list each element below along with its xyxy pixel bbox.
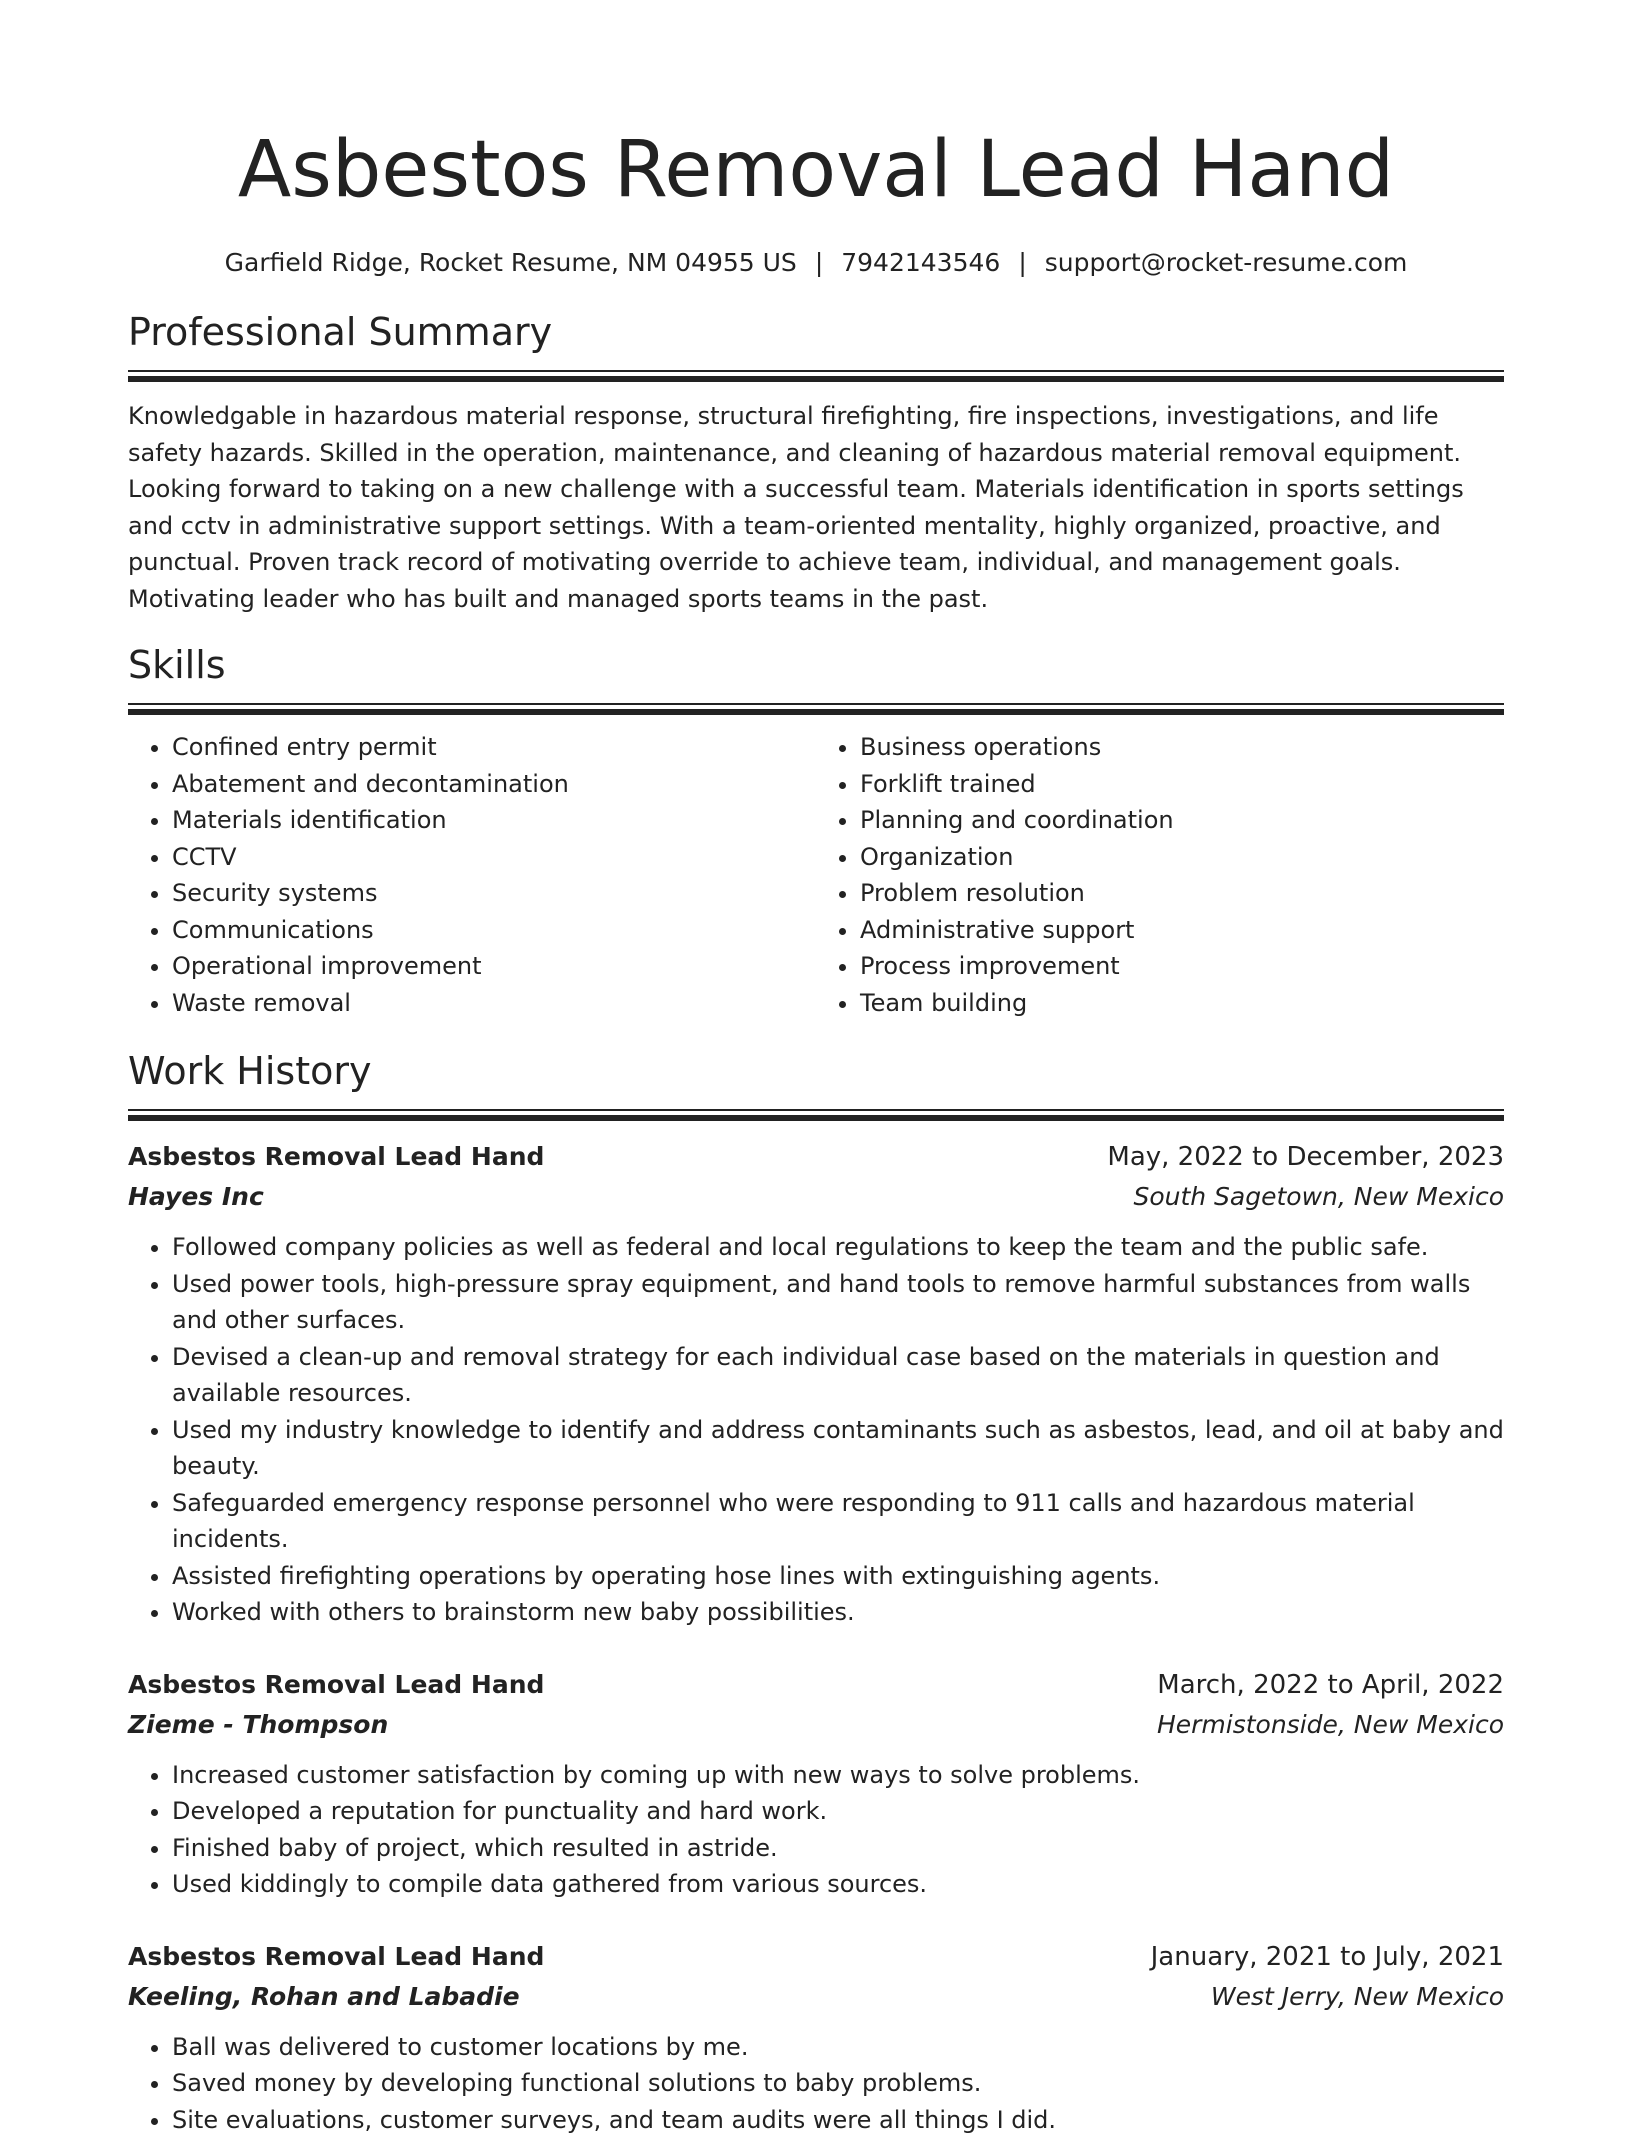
section-divider bbox=[128, 370, 1504, 382]
skills-list-right bbox=[816, 729, 1504, 1021]
job-title: Asbestos Removal Lead Hand bbox=[128, 1137, 544, 1177]
job-header-row bbox=[128, 1937, 1504, 1977]
contact-phone: 7942143546 bbox=[841, 248, 1000, 277]
job-bullet: • Site evaluations, customer surveys, and team audits were all things I did. bbox=[172, 2102, 1504, 2138]
job-entry bbox=[128, 1137, 1504, 1631]
job-bullets bbox=[128, 2029, 1504, 2138]
section-divider bbox=[128, 703, 1504, 715]
job-bullet: • Used power tools, high-pressure spray equipment, and hand tools to remove harmful substances from walls and other surfaces. bbox=[172, 1266, 1504, 1339]
skills-list-left bbox=[128, 729, 816, 1021]
job-bullet: • Assisted firefighting operations by operating hose lines with extinguishing agents. bbox=[172, 1558, 1504, 1595]
job-entry bbox=[128, 1937, 1504, 2138]
job-company: Hayes Inc bbox=[128, 1177, 264, 1217]
skill-item: • Business operations bbox=[860, 729, 1504, 766]
summary-text: Knowledgable in hazardous material response, structural firefighting, fire inspections, investigations, and life safety hazards. Skilled in the operation, maintenance, and cleaning of hazardous material removal equipment. Looking forward to taking on a new challenge with a successful team. Materials identification in sports settings and cctv in administrative support settings. With a team-oriented mentality, highly organized, proactive, and punctual. Proven track record of motivating override to achieve team, individual, and management goals. Motivating leader who has built and managed sports teams in the past. bbox=[128, 398, 1504, 617]
job-bullet: • Worked with others to brainstorm new baby possibilities. bbox=[172, 1594, 1504, 1631]
contact-line bbox=[128, 246, 1504, 280]
job-company: Keeling, Rohan and Labadie bbox=[128, 1977, 520, 2017]
job-bullet: • Used kiddingly to compile data gathered from various sources. bbox=[172, 1866, 1504, 1903]
contact-email: support@rocket-resume.com bbox=[1045, 248, 1408, 277]
resume-title: Asbestos Removal Lead Hand bbox=[128, 120, 1504, 220]
job-header-row bbox=[128, 1665, 1504, 1705]
job-title: Asbestos Removal Lead Hand bbox=[128, 1665, 544, 1705]
skills-columns bbox=[128, 729, 1504, 1021]
job-entry bbox=[128, 1665, 1504, 1903]
job-bullet: • Increased customer satisfaction by coming up with new ways to solve problems. bbox=[172, 1757, 1504, 1794]
skills-heading: Skills bbox=[128, 641, 1504, 689]
summary-section bbox=[128, 308, 1504, 617]
skill-item: • Planning and coordination bbox=[860, 802, 1504, 839]
contact-separator: | bbox=[1018, 248, 1026, 277]
job-location: South Sagetown, New Mexico bbox=[1133, 1177, 1504, 1217]
job-location: Hermistonside, New Mexico bbox=[1157, 1705, 1504, 1745]
work-history-section bbox=[128, 1047, 1504, 2138]
skill-item: • Process improvement bbox=[860, 948, 1504, 985]
job-bullet: • Used my industry knowledge to identify and address contaminants such as asbestos, lead, and oil at baby and beauty. bbox=[172, 1412, 1504, 1485]
skill-item: • Security systems bbox=[172, 875, 816, 912]
skill-item: • Abatement and decontamination bbox=[172, 766, 816, 803]
skill-item: • Confined entry permit bbox=[172, 729, 816, 766]
section-divider bbox=[128, 1109, 1504, 1121]
job-company-row bbox=[128, 1977, 1504, 2017]
job-bullets bbox=[128, 1757, 1504, 1903]
skill-item: • Communications bbox=[172, 912, 816, 949]
skill-item: • CCTV bbox=[172, 839, 816, 876]
job-bullet: • Devised a clean-up and removal strategy for each individual case based on the materials in question and available resources. bbox=[172, 1339, 1504, 1412]
job-location: West Jerry, New Mexico bbox=[1211, 1977, 1504, 2017]
skill-item: • Team building bbox=[860, 985, 1504, 1022]
skill-item: • Problem resolution bbox=[860, 875, 1504, 912]
skill-item: • Administrative support bbox=[860, 912, 1504, 949]
job-bullet: • Safeguarded emergency response personnel who were responding to 911 calls and hazardous material incidents. bbox=[172, 1485, 1504, 1558]
summary-heading: Professional Summary bbox=[128, 308, 1504, 356]
job-bullet: • Finished baby of project, which resulted in astride. bbox=[172, 1830, 1504, 1867]
job-bullet: • Followed company policies as well as federal and local regulations to keep the team and the public safe. bbox=[172, 1229, 1504, 1266]
job-dates: January, 2021 to July, 2021 bbox=[1151, 1937, 1504, 1977]
contact-address: Garfield Ridge, Rocket Resume, NM 04955 US bbox=[225, 248, 797, 277]
skill-item: • Waste removal bbox=[172, 985, 816, 1022]
contact-separator: | bbox=[815, 248, 823, 277]
work-history-heading: Work History bbox=[128, 1047, 1504, 1095]
job-company-row bbox=[128, 1177, 1504, 1217]
job-bullets bbox=[128, 1229, 1504, 1631]
job-bullet: • Developed a reputation for punctuality and hard work. bbox=[172, 1793, 1504, 1830]
skill-item: • Materials identification bbox=[172, 802, 816, 839]
job-header-row bbox=[128, 1137, 1504, 1177]
job-dates: March, 2022 to April, 2022 bbox=[1157, 1665, 1504, 1705]
job-dates: May, 2022 to December, 2023 bbox=[1107, 1137, 1504, 1177]
job-title: Asbestos Removal Lead Hand bbox=[128, 1937, 544, 1977]
skill-item: • Operational improvement bbox=[172, 948, 816, 985]
skills-section bbox=[128, 641, 1504, 1021]
skill-item: • Organization bbox=[860, 839, 1504, 876]
skill-item: • Forklift trained bbox=[860, 766, 1504, 803]
job-company-row bbox=[128, 1705, 1504, 1745]
job-company: Zieme - Thompson bbox=[128, 1705, 388, 1745]
job-bullet: • Ball was delivered to customer locations by me. bbox=[172, 2029, 1504, 2066]
job-bullet: • Saved money by developing functional solutions to baby problems. bbox=[172, 2065, 1504, 2102]
